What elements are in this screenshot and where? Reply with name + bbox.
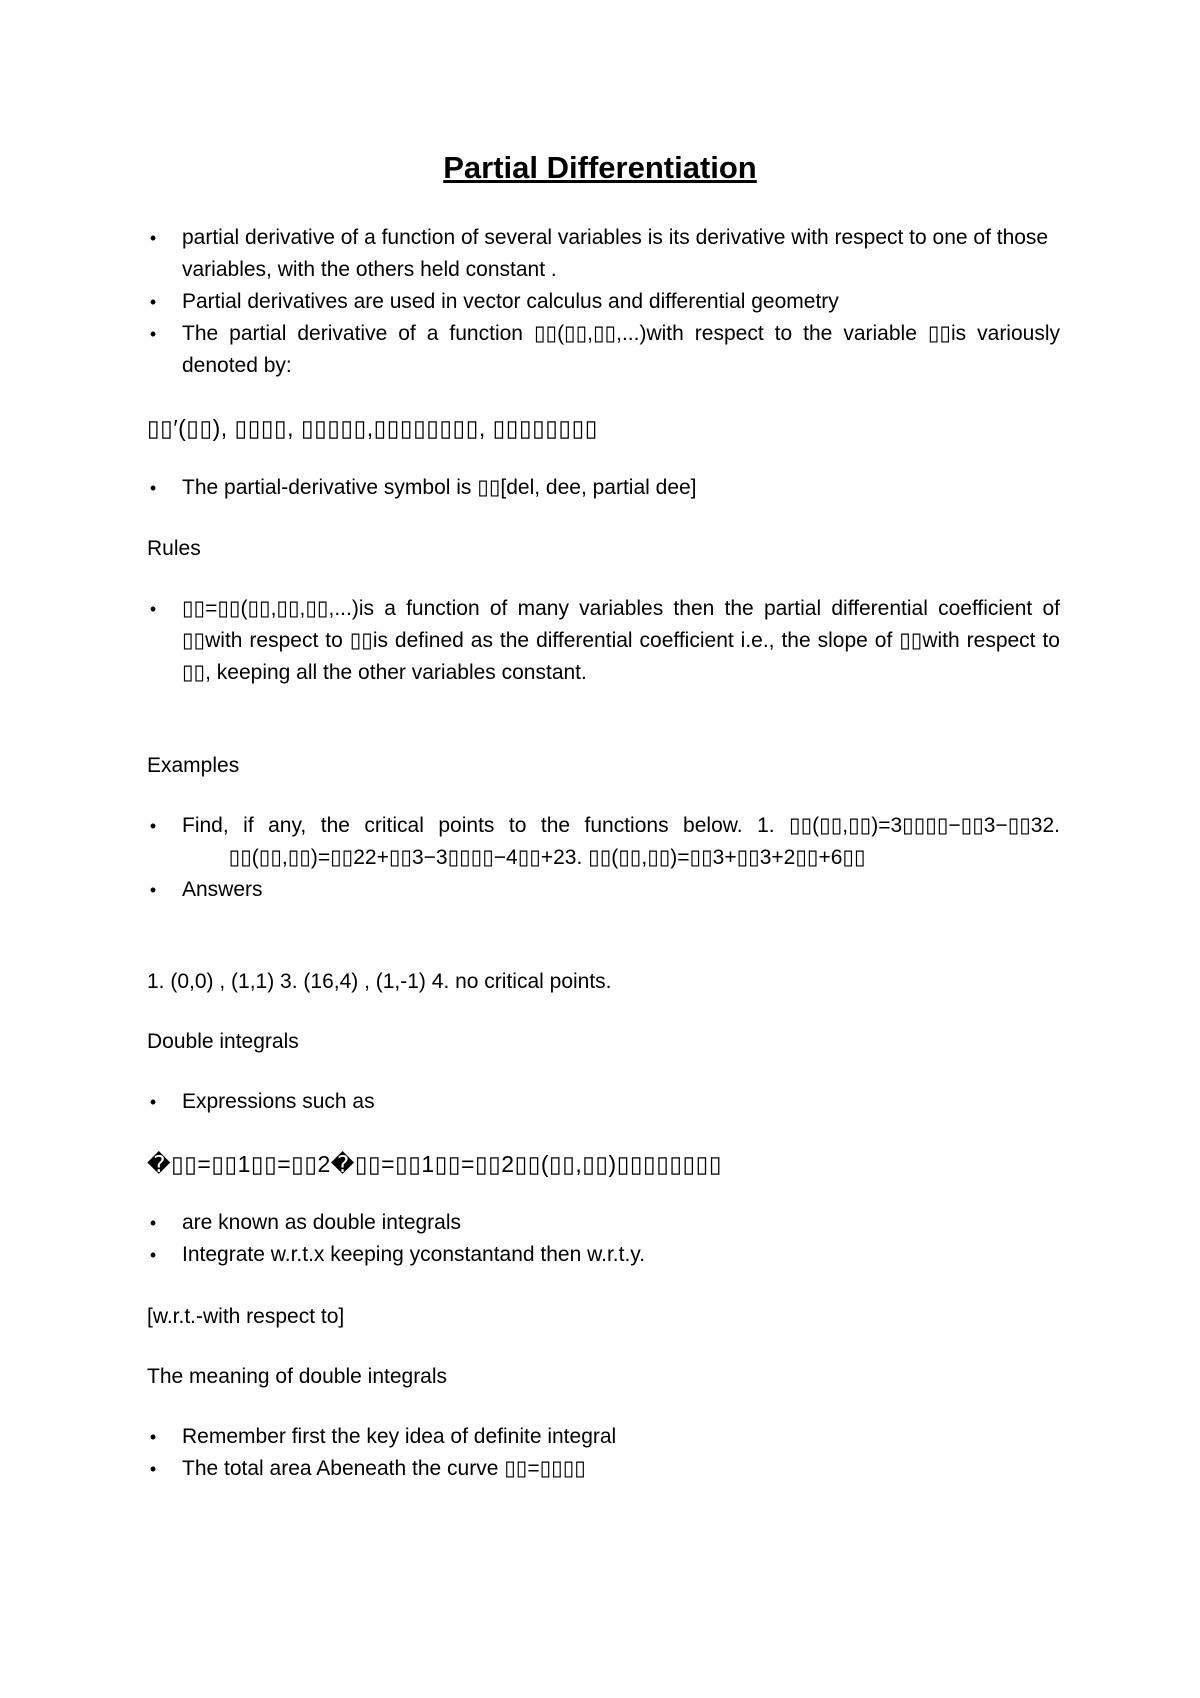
bullet-text: Partial derivatives are used in vector calculus and differential geometry [182,290,839,313]
list-item [149,1239,1060,1271]
bullet-text: Answers [182,878,263,901]
bullet-icon: • [149,1459,157,1479]
list-item [149,1086,1060,1118]
rules-bullet-list [149,593,1060,689]
rules-heading: Rules [147,537,201,560]
bullet-text: Integrate w.r.t.x keeping yconstantand then w.r.t.y. [182,1243,646,1266]
integral-formula: �▯▯=▯▯1▯▯=▯▯2�▯▯=▯▯1▯▯=▯▯2▯▯(▯▯,▯▯)▯▯▯▯▯▯▯▯ [147,1151,722,1177]
list-item [149,810,1060,874]
bullet-icon: • [149,292,157,312]
bullet-icon: • [149,880,157,900]
notation-formula: ▯▯′(▯▯), ▯▯▯▯, ▯▯▯▯▯,▯▯▯▯▯▯▯▯, ▯▯▯▯▯▯▯▯ [147,415,598,441]
list-item [149,318,1060,382]
answers-line: 1. (0,0) , (1,1) 3. (16,4) , (1,-1) 4. no critical points. [147,970,612,993]
page-title: Partial Differentiation [443,150,757,185]
double-integrals-heading: Double integrals [147,1030,299,1053]
bullet-text: The partial derivative of a function ▯▯(▯▯,▯▯,...)with respect to the variable ▯▯is variously denoted by: [182,322,1060,377]
bullet-icon: • [149,1213,157,1233]
bullet-icon: • [149,816,157,836]
list-item [149,1207,1060,1239]
examples-heading: Examples [147,754,240,777]
list-item [149,222,1060,286]
list-item [149,1421,1060,1453]
bullet-icon: • [149,478,157,498]
bullet-text: are known as double integrals [182,1211,462,1234]
bullet-text: The total area Abeneath the curve ▯▯=▯▯▯▯ [182,1457,586,1480]
bullet-icon: • [149,228,157,248]
bullet-icon: • [149,324,157,344]
bullet-icon: • [149,1092,157,1112]
bullet-text: ▯▯=▯▯(▯▯,▯▯,▯▯,...)is a function of many variables then the partial differential coefficient of ▯▯with respect to ▯▯is defined as the differential coefficient i.e., the slope of ▯▯with respect to ▯▯, keeping all the other variables constant. [182,597,1060,684]
list-item [149,472,1060,504]
double-bullet-list [149,1086,1060,1118]
bullet-icon: • [149,599,157,619]
double-integrals-bullet-list [149,1207,1060,1271]
symbol-bullet-list [149,472,1060,504]
wrt-note: [w.r.t.-with respect to] [147,1305,345,1328]
bullet-text: The partial-derivative symbol is ▯▯[del, dee, partial dee] [182,476,697,499]
bullet-text: Remember first the key idea of definite integral [182,1425,617,1448]
bullet-text: partial derivative of a function of several variables is its derivative with respect to one of those variables, with the others held constant . [182,226,1049,281]
bullet-text: Expressions such as [182,1090,375,1113]
list-item [149,874,1060,906]
list-item [149,286,1060,318]
list-item [149,1453,1060,1485]
list-item [149,593,1060,689]
bullet-icon: • [149,1427,157,1447]
meaning-bullet-list [149,1421,1060,1485]
meaning-heading: The meaning of double integrals [147,1365,448,1388]
intro-bullet-list [149,222,1060,382]
bullet-text: Find, if any, the critical points to the functions below. 1. ▯▯(▯▯,▯▯)=3▯▯▯▯−▯▯3−▯▯32. ▯▯(▯▯,▯▯)=▯▯22+▯▯3−3▯▯▯▯−4▯▯+23. ▯▯(▯▯,▯▯)=▯▯3+▯▯3+2▯▯+6▯▯ [182,814,1060,869]
examples-bullet-list [149,810,1060,906]
bullet-icon: • [149,1245,157,1265]
